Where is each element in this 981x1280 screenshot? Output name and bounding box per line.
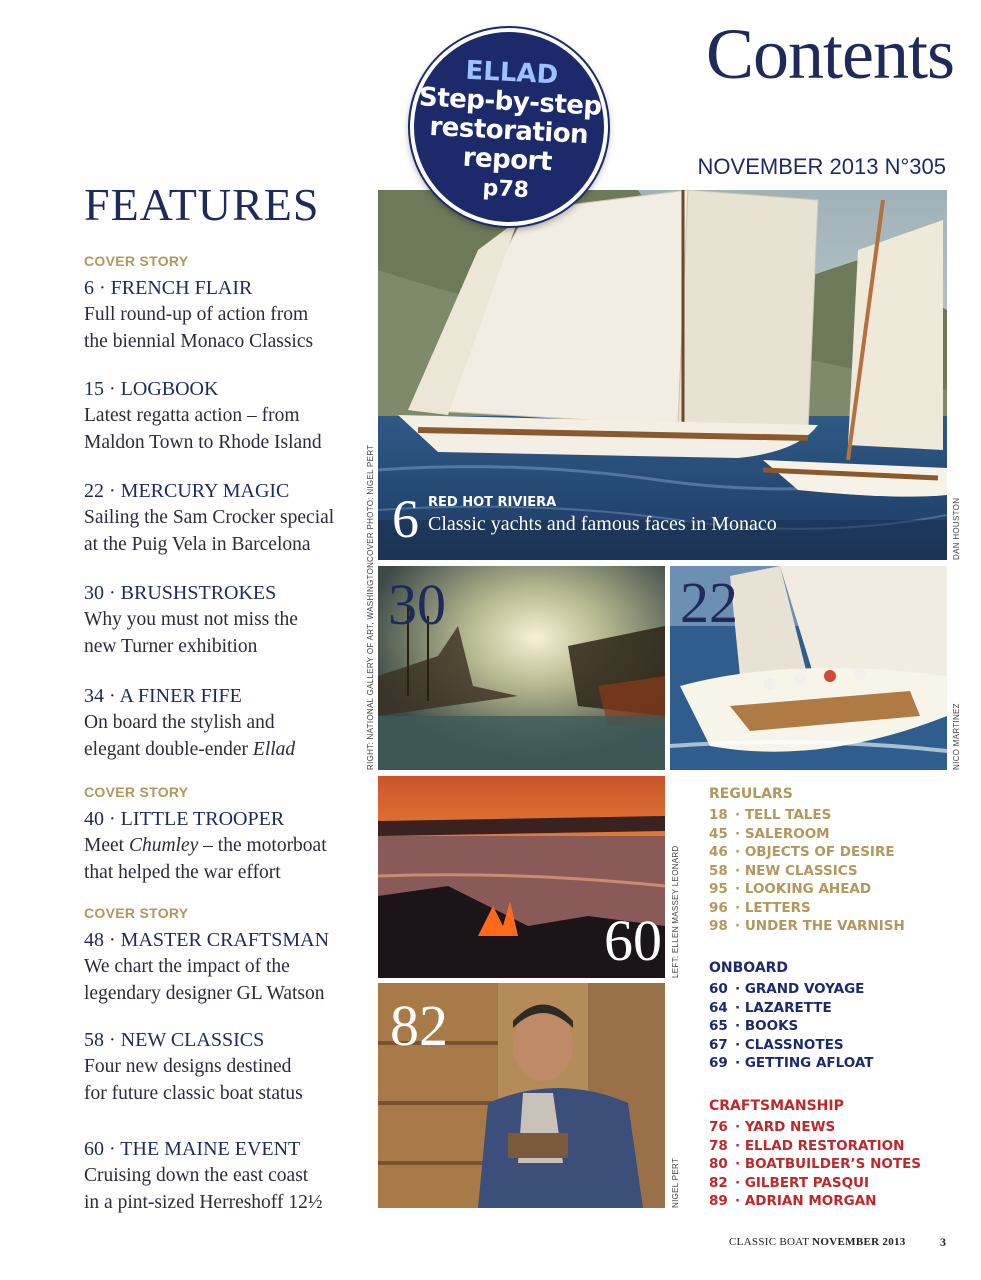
item-page: 64 (709, 999, 728, 1016)
cover-story-label: COVER STORY (84, 253, 189, 269)
item-label: · SALEROOM (735, 825, 830, 842)
feature-desc-line2: the biennial Monaco Classics (84, 331, 314, 352)
badge-page: p78 (481, 175, 530, 204)
footer-magazine: CLASSIC BOAT (729, 1236, 813, 1248)
page-number: 3 (940, 1235, 946, 1249)
item-page: 18 (709, 807, 728, 823)
badge-line-1: Step-by-step (418, 82, 603, 122)
cover-story-label: COVER STORY (84, 784, 189, 800)
item-page: 69 (709, 1055, 728, 1071)
feature-the-maine-event[interactable] (84, 1136, 374, 1216)
feature-desc-line1 (84, 832, 374, 859)
onboard-item[interactable] (709, 999, 873, 1018)
page-title: Contents (706, 14, 955, 94)
feature-title: 48 · MASTER CRAFTSMAN (84, 929, 330, 951)
item-page: 60 (709, 981, 728, 997)
feature-mercury-magic[interactable] (84, 478, 374, 558)
desc-text: Meet (84, 835, 129, 856)
item-page: 76 (709, 1119, 728, 1135)
feature-desc-line1: Full round-up of action from (84, 304, 309, 325)
hero-credit-photographer: DAN HOUSTON (952, 497, 961, 560)
feature-desc-line2: new Turner exhibition (84, 636, 258, 657)
regulars-item[interactable] (709, 806, 905, 825)
craftsmanship-item[interactable] (709, 1174, 921, 1193)
item-label: · LAZARETTE (735, 999, 832, 1016)
onboard-section (709, 960, 873, 1073)
feature-title: 6 · FRENCH FLAIR (84, 277, 253, 299)
item-page: 67 (709, 1036, 728, 1053)
item-label: · TELL TALES (735, 807, 832, 823)
item-label: · GILBERT PASQUI (735, 1174, 870, 1191)
regulars-item[interactable] (709, 843, 905, 862)
craftsmanship-item[interactable] (709, 1137, 921, 1156)
onboard-item[interactable] (709, 1036, 873, 1055)
hero-credit-cover-photo: COVER PHOTO: NIGEL PERT (366, 444, 375, 562)
badge-line-2: restoration (428, 111, 589, 151)
item-page: 95 (709, 881, 728, 897)
feature-desc-line1: Latest regatta action – from (84, 405, 300, 426)
item-page: 58 (709, 862, 728, 879)
item-page: 98 (709, 918, 728, 934)
craftsmanship-item[interactable] (709, 1155, 921, 1174)
feature-desc-line2: in a pint-sized Herreshoff 12½ (84, 1192, 323, 1213)
feature-desc-line2: Maldon Town to Rhode Island (84, 432, 322, 453)
regulars-item[interactable] (709, 899, 905, 918)
page-footer (729, 1236, 906, 1248)
features-heading: FEATURES (84, 179, 320, 230)
item-page: 46 (709, 844, 728, 860)
regulars-item[interactable] (709, 880, 905, 899)
issue-date: NOVEMBER 2013 N°305 (697, 154, 946, 179)
item-label: · NEW CLASSICS (735, 862, 858, 879)
badge-title: ELLAD (464, 55, 559, 91)
feature-title: 30 · BRUSHSTROKES (84, 582, 277, 604)
hero-caption: Classic yachts and famous faces in Monaco (428, 513, 777, 535)
item-label: · YARD NEWS (735, 1119, 836, 1135)
feature-desc-line1: Sailing the Sam Crocker special (84, 507, 335, 528)
onboard-heading: ONBOARD (709, 960, 789, 976)
regulars-heading: REGULARS (709, 786, 793, 802)
item-page: 78 (709, 1137, 728, 1154)
feature-title: 34 · A FINER FIFE (84, 685, 242, 707)
item-label: · GRAND VOYAGE (735, 981, 865, 997)
feature-desc-line2 (84, 736, 374, 763)
feature-title: 60 · THE MAINE EVENT (84, 1138, 301, 1160)
desc-text: elegant double-ender (84, 739, 253, 760)
hero-page-number: 6 (392, 489, 419, 549)
item-page: 89 (709, 1193, 728, 1209)
item-label: · LETTERS (735, 899, 811, 916)
feature-desc-line2: for future classic boat status (84, 1083, 303, 1104)
item-page: 45 (709, 825, 728, 842)
photo-mercury-yacht[interactable] (670, 566, 947, 770)
photo22-credit: NICO MARTINEZ (952, 703, 961, 770)
feature-desc-line1: Cruising down the east coast (84, 1165, 309, 1186)
feature-brushstrokes[interactable] (84, 580, 374, 660)
item-label: · OBJECTS OF DESIRE (735, 844, 895, 860)
item-label: · GETTING AFLOAT (735, 1055, 874, 1071)
feature-desc-line1: On board the stylish and (84, 712, 275, 733)
feature-title: 15 · LOGBOOK (84, 378, 219, 400)
regulars-item[interactable] (709, 862, 905, 881)
photo-turner-painting[interactable] (378, 566, 665, 770)
photo22-page-number: 22 (680, 570, 738, 635)
item-page: 80 (709, 1156, 728, 1172)
feature-desc-line2: legendary designer GL Watson (84, 983, 325, 1004)
feature-title: 58 · NEW CLASSICS (84, 1029, 265, 1051)
onboard-item[interactable] (709, 1017, 873, 1036)
photo82-page-number: 82 (390, 993, 448, 1058)
desc-text: – the motorboat (198, 835, 327, 856)
photo60-page-number: 60 (604, 908, 662, 973)
onboard-item[interactable] (709, 980, 873, 999)
regulars-item[interactable] (709, 825, 905, 844)
photo82-credit: NIGEL PERT (671, 1157, 680, 1208)
footer-date: NOVEMBER 2013 (812, 1236, 906, 1248)
cover-story-label: COVER STORY (84, 905, 189, 921)
feature-title: 40 · LITTLE TROOPER (84, 808, 285, 830)
badge-line-3: report (461, 142, 553, 178)
photo30-page-number: 30 (388, 572, 446, 637)
feature-title: 22 · MERCURY MAGIC (84, 480, 290, 502)
photo60-credit: LEFT: ELLEN MASSEY LEONARD (671, 845, 680, 978)
item-label: · UNDER THE VARNISH (735, 918, 905, 934)
item-label: · LOOKING AHEAD (735, 881, 872, 897)
photo30-credit: RIGHT: NATIONAL GALLERY OF ART, WASHINGTON (366, 561, 375, 770)
feature-desc-line1: Four new designs destined (84, 1056, 292, 1077)
boat-name-ellad: Ellad (252, 739, 296, 760)
feature-a-finer-fife[interactable] (84, 683, 374, 763)
item-label: · BOOKS (735, 1018, 799, 1034)
feature-new-classics[interactable] (84, 1027, 374, 1107)
feature-desc-line1: Why you must not miss the (84, 609, 298, 630)
photo-gilbert-pasqui-workshop[interactable] (378, 983, 665, 1208)
feature-french-flair[interactable] (84, 253, 374, 355)
craftsmanship-item[interactable] (709, 1118, 921, 1137)
feature-desc-line2: at the Puig Vela in Barcelona (84, 534, 311, 555)
item-page: 65 (709, 1018, 728, 1034)
feature-desc-line1: We chart the impact of the (84, 956, 290, 977)
hero-photo-monaco-yachts[interactable] (378, 190, 947, 560)
hero-kicker: RED HOT RIVIERA (428, 495, 557, 510)
photo-sunset-campfire[interactable] (378, 776, 665, 978)
item-page: 82 (709, 1174, 728, 1191)
item-label: · BOATBUILDER’S NOTES (735, 1156, 922, 1172)
regulars-item[interactable] (709, 917, 905, 936)
regulars-section (709, 786, 905, 936)
craftsmanship-section (709, 1098, 921, 1211)
item-label: · ELLAD RESTORATION (735, 1137, 905, 1154)
item-label: · ADRIAN MORGAN (735, 1193, 877, 1209)
craftsmanship-heading: CRAFTSMANSHIP (709, 1098, 844, 1114)
feature-logbook[interactable] (84, 376, 374, 456)
craftsmanship-item[interactable] (709, 1192, 921, 1211)
boat-name-chumley: Chumley (128, 835, 199, 856)
onboard-item[interactable] (709, 1054, 873, 1073)
item-label: · CLASSNOTES (735, 1036, 844, 1053)
feature-little-trooper[interactable] (84, 784, 374, 886)
item-page: 96 (709, 899, 728, 916)
feature-desc-line2: that helped the war effort (84, 862, 281, 883)
feature-master-craftsman[interactable] (84, 905, 374, 1007)
